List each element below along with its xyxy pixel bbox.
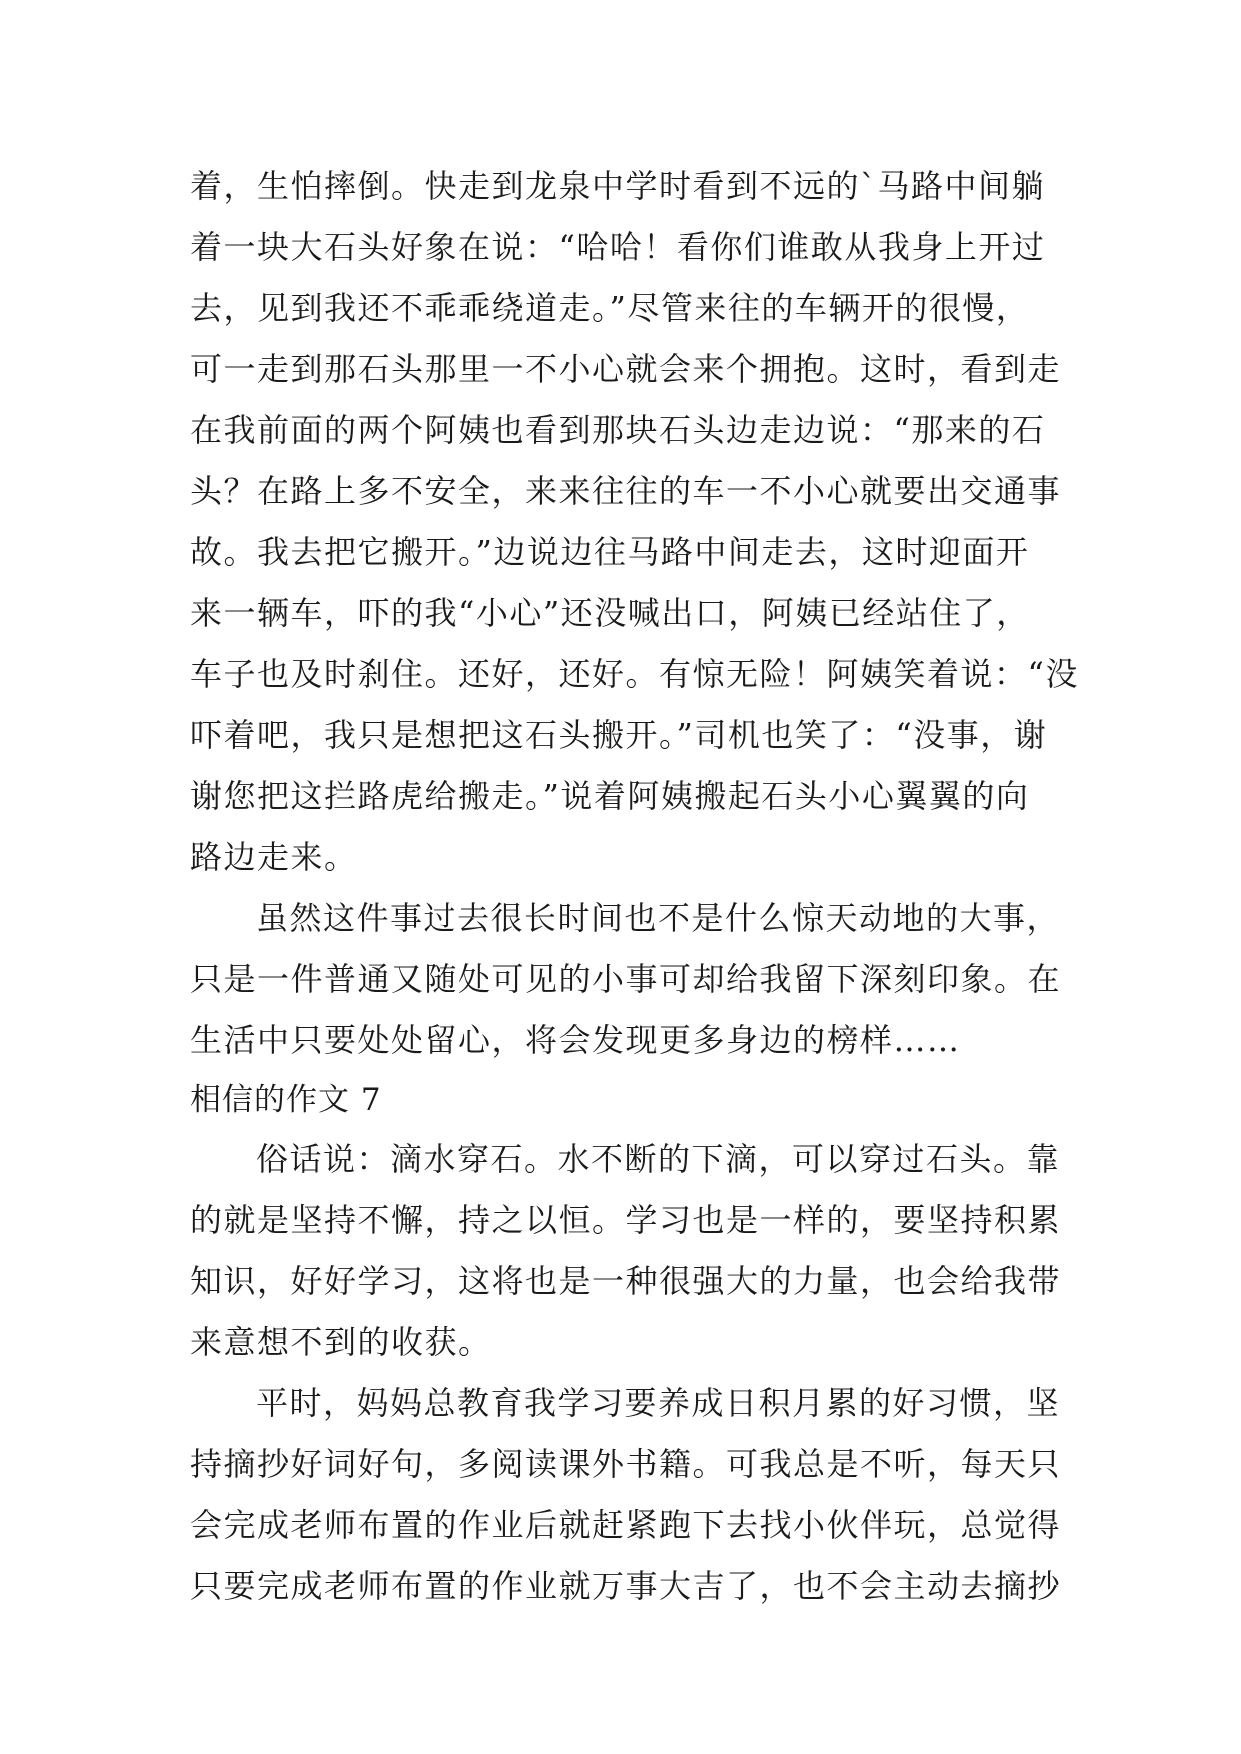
- text-line: 路边走来。: [190, 838, 358, 876]
- text-line: 着一块大石头好象在说：“哈哈！看你们谁敢从我身上开过: [190, 228, 1046, 266]
- text-line: 车子也及时刹住。还好，还好。有惊无险！阿姨笑着说：“没: [190, 655, 1079, 693]
- text-line: 的就是坚持不懈，持之以恒。学习也是一样的，要坚持积累: [190, 1201, 1062, 1239]
- text-line: 头？在路上多不安全，来来往往的车一不小心就要出交通事: [190, 472, 1062, 510]
- text-line: 平时，妈妈总教育我学习要养成日积月累的好习惯，坚: [256, 1384, 1061, 1422]
- text-line: 虽然这件事过去很长时间也不是什么惊天动地的大事，: [256, 899, 1061, 937]
- text-line: 来意想不到的收获。: [190, 1323, 492, 1361]
- text-line: 在我前面的两个阿姨也看到那块石头边走边说：“那来的石: [190, 411, 1046, 449]
- document-body: [190, 156, 1079, 1617]
- text-line: 去，见到我还不乖乖绕道走。”尽管来往的车辆开的很慢，: [190, 289, 1030, 327]
- text-line: 着，生怕摔倒。快走到龙泉中学时看到不远的`马路中间躺: [190, 167, 1046, 205]
- paragraph-continuation: [190, 156, 1079, 888]
- paragraph-intro: [190, 1129, 1062, 1373]
- text-line: 可一走到那石头那里一不小心就会来个拥抱。这时，看到走: [190, 350, 1062, 388]
- text-line: 俗话说：滴水穿石。水不断的下滴，可以穿过石头。靠: [256, 1140, 1061, 1178]
- section-heading: 相信的作文 7: [190, 1082, 382, 1118]
- paragraph-body: [190, 1373, 1062, 1617]
- paragraph-conclusion: [190, 888, 1062, 1071]
- text-line: 吓着吧，我只是想把这石头搬开。”司机也笑了：“没事，谢: [190, 716, 1048, 754]
- text-line: 只是一件普通又随处可见的小事可却给我留下深刻印象。在: [190, 960, 1062, 998]
- text-line: 来一辆车，吓的我“小心”还没喊出口，阿姨已经站住了，: [190, 594, 1030, 632]
- text-line: 知识，好好学习，这将也是一种很强大的力量，也会给我带: [190, 1262, 1062, 1300]
- text-line: 生活中只要处处留心，将会发现更多身边的榜样……: [190, 1021, 961, 1059]
- text-line: 持摘抄好词好句，多阅读课外书籍。可我总是不听，每天只: [190, 1445, 1062, 1483]
- text-line: 谢您把这拦路虎给搬走。”说着阿姨搬起石头小心翼翼的向: [190, 777, 1030, 815]
- text-line: 会完成老师布置的作业后就赶紧跑下去找小伙伴玩，总觉得: [190, 1506, 1062, 1544]
- text-line: 只要完成老师布置的作业就万事大吉了，也不会主动去摘抄: [190, 1567, 1062, 1605]
- text-line: 故。我去把它搬开。”边说边往马路中间走去，这时迎面开: [190, 533, 1030, 571]
